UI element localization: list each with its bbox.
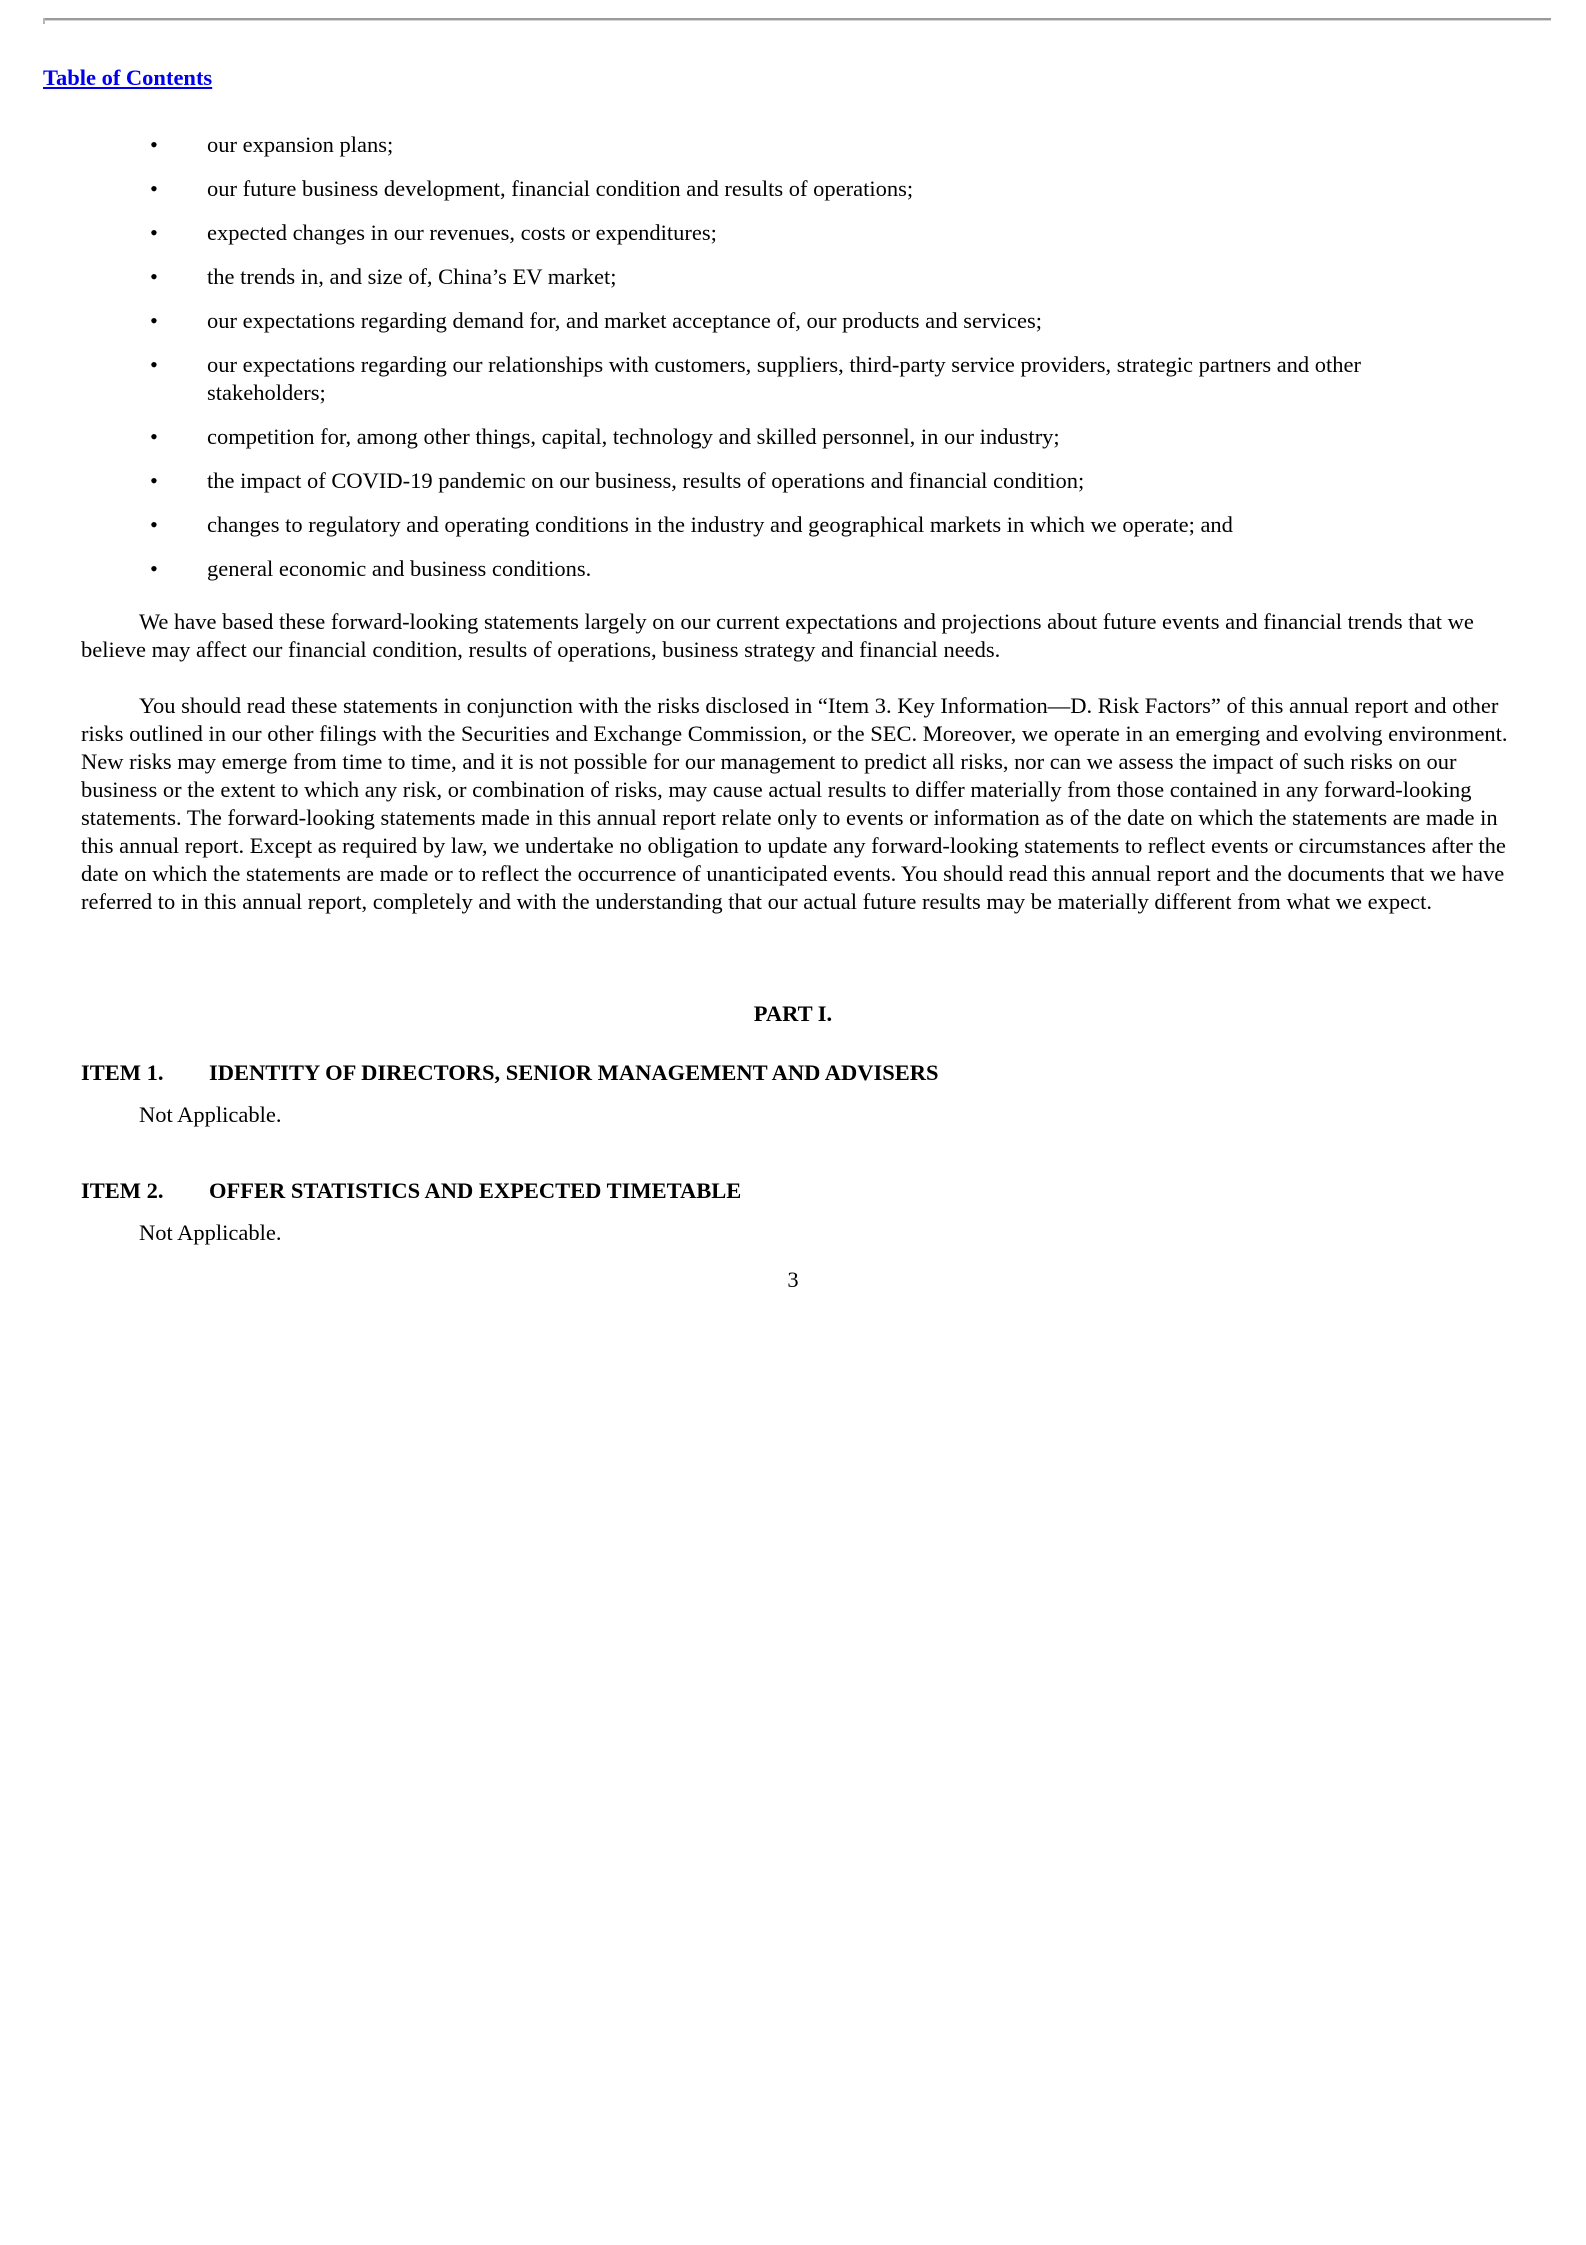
list-item bbox=[0, 467, 1586, 495]
item-2-heading bbox=[81, 1177, 741, 1205]
part-heading: PART I. bbox=[753, 1001, 833, 1026]
bullet-text: the trends in, and size of, China’s EV market; bbox=[207, 264, 617, 289]
table-of-contents-link[interactable]: Table of Contents bbox=[43, 65, 213, 90]
item-title: OFFER STATISTICS AND EXPECTED TIMETABLE bbox=[209, 1178, 742, 1203]
item-number: ITEM 2. bbox=[81, 1178, 164, 1203]
bullet-text: our future business development, financial condition and results of operations; bbox=[207, 176, 914, 201]
bullet-icon: • bbox=[150, 176, 158, 201]
list-item bbox=[0, 307, 1586, 335]
page-number: 3 bbox=[787, 1267, 799, 1292]
list-item bbox=[0, 131, 1586, 159]
top-horizontal-rule bbox=[43, 18, 1551, 21]
bullet-icon: • bbox=[150, 512, 158, 537]
list-item bbox=[0, 175, 1586, 203]
item-title: IDENTITY OF DIRECTORS, SENIOR MANAGEMENT AND ADVISERS bbox=[209, 1060, 939, 1085]
bullet-icon: • bbox=[150, 424, 158, 449]
bullet-icon: • bbox=[150, 556, 158, 581]
list-item bbox=[0, 263, 1586, 291]
item-1-body: Not Applicable. bbox=[139, 1102, 282, 1127]
bullet-icon: • bbox=[150, 132, 158, 157]
list-item bbox=[0, 511, 1586, 539]
risk-disclosure-paragraph: You should read these statements in conjunction with the risks disclosed in “Item 3. Key Information—D. Risk Factors” of this annual report and other risks outlined in our other filings with the Securities and Exchange Commission, or the SEC. Moreover, we operate in an emerging and evolving environment. New risks may emerge from time to time, and it is not possible for our management to predict all risks, nor can we assess the impact of such risks on our business or the extent to which any risk, or combination of risks, may cause actual results to differ materially from those contained in any forward-looking statements. The forward-looking statements made in this annual report relate only to events or information as of the date on which the statements are made in this annual report. Except as required by law, we undertake no obligation to update any forward-looking statements to reflect events or circumstances after the date on which the statements are made or to reflect the occurrence of unanticipated events. You should read this annual report and the documents that we have referred to in this annual report, completely and with the understanding that our actual future results may be materially different from what we expect. bbox=[81, 693, 1508, 914]
bullet-text: competition for, among other things, capital, technology and skilled personnel, in our industry; bbox=[207, 424, 1060, 449]
bullet-icon: • bbox=[150, 308, 158, 333]
bullet-text: changes to regulatory and operating conditions in the industry and geographical markets in which we operate; and bbox=[207, 512, 1233, 537]
bullet-text: general economic and business conditions. bbox=[207, 556, 592, 581]
item-number: ITEM 1. bbox=[81, 1060, 164, 1085]
bullet-text: the impact of COVID-19 pandemic on our business, results of operations and financial condition; bbox=[207, 468, 1085, 493]
bullet-icon: • bbox=[150, 468, 158, 493]
forward-looking-basis-paragraph: We have based these forward-looking statements largely on our current expectations and projections about future events and financial trends that we believe may affect our financial condition, results of operations, business strategy and financial needs. bbox=[81, 609, 1474, 662]
list-item bbox=[0, 219, 1586, 247]
bullet-text: our expectations regarding our relationships with customers, suppliers, third-party service providers, strategic partners and other stakeholders; bbox=[207, 352, 1362, 405]
list-item bbox=[0, 555, 1586, 583]
bullet-text: expected changes in our revenues, costs or expenditures; bbox=[207, 220, 717, 245]
forward-looking-bullet-list bbox=[0, 131, 1586, 599]
item-1-heading bbox=[81, 1059, 939, 1087]
bullet-text: our expansion plans; bbox=[207, 132, 394, 157]
bullet-icon: • bbox=[150, 220, 158, 245]
list-item bbox=[0, 423, 1586, 451]
bullet-icon: • bbox=[150, 264, 158, 289]
bullet-icon: • bbox=[150, 352, 158, 377]
list-item bbox=[0, 351, 1586, 407]
item-2-body: Not Applicable. bbox=[139, 1220, 282, 1245]
bullet-text: our expectations regarding demand for, and market acceptance of, our products and services; bbox=[207, 308, 1043, 333]
